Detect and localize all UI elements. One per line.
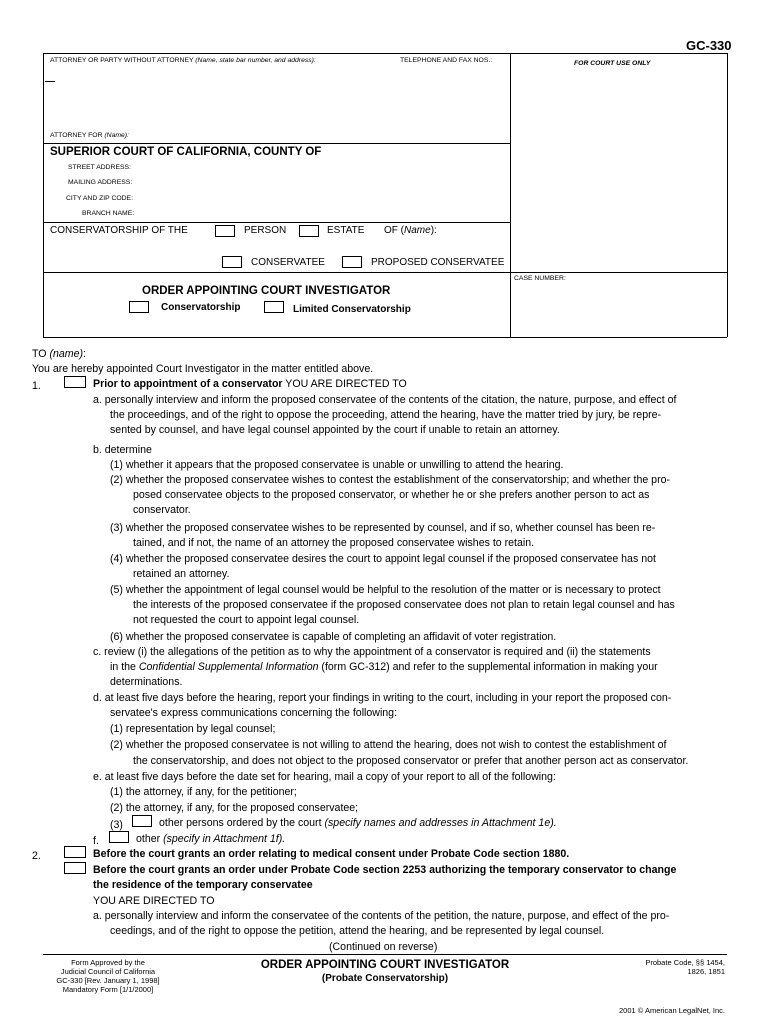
copyright: 2001 © American LegalNet, Inc. <box>618 1006 725 1015</box>
item-1f-hint: (specify in Attachment 1f). <box>163 833 286 845</box>
conservatorship-checkbox[interactable] <box>129 301 149 313</box>
item-2-residence-line-2: the residence of the temporary conservatee <box>93 879 313 891</box>
item-1b5-line-2: the interests of the proposed conservatee if the proposed conservatee does not plan to retain legal counsel and has <box>133 599 675 611</box>
item-1d2-line-1: (2) whether the proposed conservatee is not willing to attend the hearing, does not wish to contest the establishment of <box>110 739 667 751</box>
item-1b1: (1) whether it appears that the proposed conservatee is unable or unwilling to attend the hearing. <box>110 459 564 471</box>
approval-line-3: GC-330 [Rev. January 1, 1998] <box>56 976 160 985</box>
of-name-hint: Name <box>404 225 431 236</box>
item-1b3-line-1: (3) whether the proposed conservatee wishes to be represented by counsel, and if so, whether counsel has been re- <box>110 522 656 534</box>
person-label: PERSON <box>244 225 287 236</box>
item-2-medical-checkbox[interactable] <box>64 846 86 858</box>
item-1c-line-2 <box>110 660 658 675</box>
court-box-divider <box>43 143 510 144</box>
attorney-name-line[interactable] <box>45 81 55 82</box>
item-1b4-line-1: (4) whether the proposed conservatee desires the court to appoint legal counsel if the proposed conservatee has not <box>110 553 656 565</box>
conservatee-checkbox[interactable] <box>222 256 242 268</box>
item-1b5-line-1: (5) whether the appointment of legal counsel would be helpful to the resolution of the matter or is necessary to protect <box>110 584 661 596</box>
item-1e2: (2) the attorney, if any, for the proposed conservatee; <box>110 802 359 814</box>
estate-checkbox[interactable] <box>299 225 319 237</box>
order-title: ORDER APPOINTING COURT INVESTIGATOR <box>142 285 391 297</box>
item-1a-line-1: a. personally interview and inform the proposed conservatee of the contents of the citation, the nature, purpose, and effect of <box>93 394 677 406</box>
branch-name-label: BRANCH NAME: <box>82 210 135 217</box>
footer-subtitle: (Probate Conservatorship) <box>321 973 449 984</box>
intro-line: You are hereby appointed Court Investigator in the matter entitled above. <box>32 363 374 375</box>
approval-line-1: Form Approved by the <box>71 958 145 967</box>
item-2-residence-checkbox[interactable] <box>64 862 86 874</box>
footer-title: ORDER APPOINTING COURT INVESTIGATOR <box>260 959 510 971</box>
of-name-prefix: OF ( <box>384 225 404 236</box>
conservatorship-divider <box>43 222 510 223</box>
mailing-address-label: MAILING ADDRESS: <box>68 179 133 186</box>
attorney-label: ATTORNEY OR PARTY WITHOUT ATTORNEY <box>50 57 194 64</box>
item-1c-form-name: Confidential Supplemental Information <box>138 661 319 673</box>
title-divider <box>43 272 727 273</box>
attorney-for-row <box>50 132 129 139</box>
header-top-border <box>43 53 727 54</box>
street-address-label: STREET ADDRESS: <box>68 164 131 171</box>
item-1c-pre: in the <box>110 661 139 673</box>
conservatee-label: CONSERVATEE <box>251 257 325 268</box>
city-zip-label: CITY AND ZIP CODE: <box>66 195 133 202</box>
item-1-bold: Prior to appointment of a conservator <box>93 378 283 390</box>
probate-code-line-1: Probate Code, §§ 1454, <box>645 958 725 967</box>
item-2-number: 2. <box>32 850 41 862</box>
item-1c-post: (form GC-312) and refer to the supplemental information in making your <box>318 661 658 673</box>
item-1-rest: YOU ARE DIRECTED TO <box>282 378 407 390</box>
item-1f-label: f. <box>93 835 99 847</box>
item-1e3-text <box>159 816 557 831</box>
item-1b2-line-2: posed conservatee objects to the proposed conservator, or whether he or she prefers another person to act as <box>133 489 650 501</box>
of-name-suffix: ): <box>430 225 437 236</box>
attorney-for-hint: (Name): <box>104 132 129 139</box>
item-1e3-main: other persons ordered by the court <box>159 817 325 829</box>
header-right-border <box>727 53 728 337</box>
to-line <box>32 347 86 362</box>
approval-line-2: Judicial Council of California <box>60 967 156 976</box>
item-2a-line-1: a. personally interview and inform the conservatee of the contents of the petition, the nature, purpose, and effect of the pro- <box>93 910 670 922</box>
continued-note: (Continued on reverse) <box>329 941 438 953</box>
conservatorship-option-label: Conservatorship <box>161 302 241 313</box>
item-1b5-line-3: not requested the court to appoint legal counsel. <box>133 614 360 626</box>
proposed-conservatee-checkbox[interactable] <box>342 256 362 268</box>
item-1e1: (1) the attorney, if any, for the petitioner; <box>110 786 297 798</box>
proposed-conservatee-label: PROPOSED CONSERVATEE <box>371 257 505 268</box>
phone-label: TELEPHONE AND FAX NOS.: <box>400 57 493 64</box>
item-1e3-number: (3) <box>110 819 123 831</box>
form-id: GC-330 <box>686 38 732 53</box>
item-1-checkbox[interactable] <box>64 376 86 388</box>
to-hint: (name) <box>49 348 84 360</box>
court-title: SUPERIOR COURT OF CALIFORNIA, COUNTY OF <box>50 146 322 158</box>
of-name-label <box>384 225 437 236</box>
item-1b6: (6) whether the proposed conservatee is capable of completing an affidavit of voter registration. <box>110 631 557 643</box>
approval-block <box>43 958 173 994</box>
item-1a-line-2: the proceedings, and of the right to oppose the proceeding, attend the hearing, have the matter tried by jury, be repre- <box>110 409 662 421</box>
limited-conservatorship-option-label: Limited Conservatorship <box>293 304 411 315</box>
item-1b-label: b. determine <box>93 444 152 456</box>
item-1b2-line-3: conservator. <box>133 504 191 516</box>
approval-line-4: Mandatory Form [1/1/2000] <box>62 985 154 994</box>
item-1e3-checkbox[interactable] <box>132 815 152 827</box>
person-checkbox[interactable] <box>215 225 235 237</box>
court-use-divider <box>510 53 511 337</box>
case-number-label: CASE NUMBER: <box>514 275 566 282</box>
item-1f-checkbox[interactable] <box>109 831 129 843</box>
item-1b2-line-1: (2) whether the proposed conservatee wishes to contest the establishment of the conservatorship; and whether the pro- <box>110 474 671 486</box>
item-1c-line-3: determinations. <box>110 676 183 688</box>
item-2-residence-line-1: Before the court grants an order under Probate Code section 2253 authorizing the temporary conservator to change <box>93 864 677 876</box>
item-1-text <box>93 377 407 392</box>
item-1e3-hint: (specify names and addresses in Attachment 1e). <box>324 817 557 829</box>
estate-label: ESTATE <box>327 225 365 236</box>
attorney-label-row <box>50 57 316 64</box>
item-1b3-line-2: tained, and if not, the name of an attorney the proposed conservatee wishes to retain. <box>133 537 535 549</box>
item-1-number: 1. <box>32 380 41 392</box>
footer-top-border <box>43 954 727 955</box>
attorney-for-label: ATTORNEY FOR <box>50 132 103 139</box>
to-label: TO <box>32 348 50 360</box>
item-1d-line-1: d. at least five days before the hearing, report your findings in writing to the court, including in your report the proposed con- <box>93 692 672 704</box>
to-colon: : <box>83 348 86 360</box>
probate-code-line-2: 1826, 1851 <box>687 967 725 976</box>
conservatorship-of-label: CONSERVATORSHIP OF THE <box>50 225 188 236</box>
court-use-label: FOR COURT USE ONLY <box>574 60 651 67</box>
item-1c-line-1: c. review (i) the allegations of the petition as to why the appointment of a conservator is required and (ii) the statements <box>93 646 651 658</box>
item-1f-text <box>136 832 285 847</box>
probate-code-block <box>600 958 725 976</box>
item-2-medical-text: Before the court grants an order relating to medical consent under Probate Code section 1880. <box>93 848 570 860</box>
item-1a-line-3: sented by counsel, and have legal counsel appointed by the court if unable to retain an attorney. <box>110 424 560 436</box>
item-2a-line-2: ceedings, and of the right to oppose the petition, attend the hearing, and be represented by legal counsel. <box>110 925 605 937</box>
header-bottom-border <box>43 337 727 338</box>
item-1d2-line-2: the conservatorship, and does not object to the proposed conservator or prefer that another person act as conservator. <box>133 755 689 767</box>
item-1d1: (1) representation by legal counsel; <box>110 723 276 735</box>
item-1d-line-2: servatee's express communications concerning the following: <box>110 707 398 719</box>
limited-conservatorship-checkbox[interactable] <box>264 301 284 313</box>
item-1e-line: e. at least five days before the date set for hearing, mail a copy of your report to all of the following: <box>93 771 556 783</box>
header-left-border <box>43 53 44 337</box>
item-2-directed: YOU ARE DIRECTED TO <box>93 895 215 907</box>
attorney-label-hint: (Name, state bar number, and address): <box>195 57 316 64</box>
item-1b4-line-2: retained an attorney. <box>133 568 230 580</box>
item-1f-main: other <box>136 833 164 845</box>
